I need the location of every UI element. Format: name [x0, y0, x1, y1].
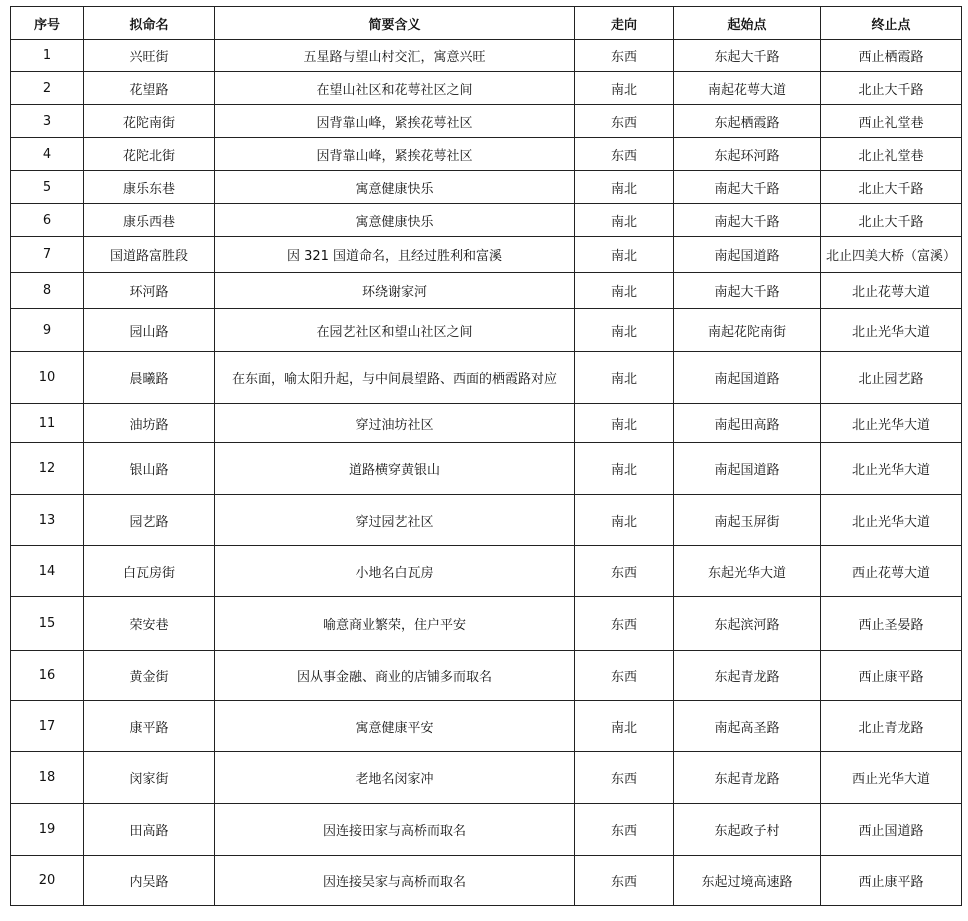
cell-proposed-name: 银山路: [84, 443, 215, 495]
cell-index: 17: [11, 701, 84, 752]
cell-index: 7: [11, 237, 84, 273]
cell-meaning: 因背靠山峰，紧挨花萼社区: [215, 105, 575, 138]
cell-direction: 东西: [575, 597, 674, 651]
cell-index: 10: [11, 352, 84, 404]
cell-end-point: 北止大千路: [821, 72, 962, 105]
cell-start-point: 南起田高路: [674, 404, 821, 443]
header-start-point: 起始点: [674, 7, 821, 40]
cell-end-point: 西止栖霞路: [821, 40, 962, 72]
cell-meaning: 寓意健康平安: [215, 701, 575, 752]
cell-proposed-name: 内吴路: [84, 856, 215, 906]
table-row: [11, 171, 962, 204]
cell-start-point: 南起大千路: [674, 171, 821, 204]
header-direction: 走向: [575, 7, 674, 40]
header-proposed-name: 拟命名: [84, 7, 215, 40]
table-row: [11, 237, 962, 273]
cell-proposed-name: 花望路: [84, 72, 215, 105]
cell-direction: 南北: [575, 273, 674, 309]
cell-end-point: 北止青龙路: [821, 701, 962, 752]
cell-meaning: 道路横穿黄银山: [215, 443, 575, 495]
cell-end-point: 北止园艺路: [821, 352, 962, 404]
table-row: [11, 443, 962, 495]
header-index: 序号: [11, 7, 84, 40]
table-row: [11, 651, 962, 701]
table-header: [11, 7, 962, 40]
cell-index: 5: [11, 171, 84, 204]
cell-start-point: 南起高圣路: [674, 701, 821, 752]
cell-direction: 东西: [575, 105, 674, 138]
cell-direction: 南北: [575, 443, 674, 495]
cell-meaning: 在东面，喻太阳升起，与中间晨望路、西面的栖霞路对应: [215, 352, 575, 404]
cell-meaning: 因从事金融、商业的店铺多而取名: [215, 651, 575, 701]
cell-meaning: 因背靠山峰，紧挨花萼社区: [215, 138, 575, 171]
cell-index: 18: [11, 752, 84, 804]
cell-proposed-name: 白瓦房街: [84, 546, 215, 597]
cell-end-point: 北止光华大道: [821, 443, 962, 495]
table-row: [11, 546, 962, 597]
cell-index: 13: [11, 495, 84, 546]
road-naming-table: [10, 6, 962, 906]
cell-start-point: 南起国道路: [674, 443, 821, 495]
table-row: [11, 138, 962, 171]
cell-meaning: 寓意健康快乐: [215, 204, 575, 237]
cell-end-point: 北止光华大道: [821, 309, 962, 352]
cell-direction: 东西: [575, 138, 674, 171]
table-body: [11, 40, 962, 906]
cell-index: 1: [11, 40, 84, 72]
cell-end-point: 北止大千路: [821, 204, 962, 237]
cell-direction: 南北: [575, 171, 674, 204]
table-row: [11, 72, 962, 105]
cell-index: 3: [11, 105, 84, 138]
cell-start-point: 东起栖霞路: [674, 105, 821, 138]
cell-direction: 南北: [575, 204, 674, 237]
cell-meaning: 寓意健康快乐: [215, 171, 575, 204]
table-row: [11, 273, 962, 309]
cell-start-point: 东起大千路: [674, 40, 821, 72]
cell-start-point: 东起光华大道: [674, 546, 821, 597]
cell-direction: 南北: [575, 237, 674, 273]
cell-end-point: 西止礼堂巷: [821, 105, 962, 138]
cell-index: 14: [11, 546, 84, 597]
cell-end-point: 北止大千路: [821, 171, 962, 204]
header-row: [11, 7, 962, 40]
cell-meaning: 穿过油坊社区: [215, 404, 575, 443]
table-row: [11, 495, 962, 546]
table-row: [11, 597, 962, 651]
cell-meaning: 五星路与望山村交汇，寓意兴旺: [215, 40, 575, 72]
header-meaning: 简要含义: [215, 7, 575, 40]
cell-proposed-name: 晨曦路: [84, 352, 215, 404]
cell-start-point: 东起政子村: [674, 804, 821, 856]
cell-index: 16: [11, 651, 84, 701]
cell-direction: 东西: [575, 804, 674, 856]
table-row: [11, 701, 962, 752]
cell-direction: 东西: [575, 40, 674, 72]
table-row: [11, 804, 962, 856]
cell-start-point: 南起花陀南街: [674, 309, 821, 352]
cell-direction: 南北: [575, 352, 674, 404]
cell-meaning: 因连接田家与高桥而取名: [215, 804, 575, 856]
cell-direction: 南北: [575, 309, 674, 352]
cell-index: 2: [11, 72, 84, 105]
cell-end-point: 北止礼堂巷: [821, 138, 962, 171]
cell-proposed-name: 闵家街: [84, 752, 215, 804]
cell-index: 9: [11, 309, 84, 352]
table-row: [11, 352, 962, 404]
cell-meaning: 在望山社区和花萼社区之间: [215, 72, 575, 105]
table-row: [11, 856, 962, 906]
cell-start-point: 南起花萼大道: [674, 72, 821, 105]
cell-direction: 东西: [575, 752, 674, 804]
cell-proposed-name: 康乐西巷: [84, 204, 215, 237]
cell-direction: 东西: [575, 546, 674, 597]
cell-end-point: 西止国道路: [821, 804, 962, 856]
cell-index: 12: [11, 443, 84, 495]
cell-start-point: 南起大千路: [674, 273, 821, 309]
cell-proposed-name: 油坊路: [84, 404, 215, 443]
cell-direction: 南北: [575, 495, 674, 546]
cell-end-point: 西止光华大道: [821, 752, 962, 804]
cell-proposed-name: 康乐东巷: [84, 171, 215, 204]
cell-start-point: 东起青龙路: [674, 651, 821, 701]
cell-start-point: 南起大千路: [674, 204, 821, 237]
cell-end-point: 西止康平路: [821, 856, 962, 906]
cell-proposed-name: 花陀北街: [84, 138, 215, 171]
table-row: [11, 40, 962, 72]
cell-index: 11: [11, 404, 84, 443]
cell-index: 4: [11, 138, 84, 171]
table-row: [11, 752, 962, 804]
cell-meaning: 小地名白瓦房: [215, 546, 575, 597]
header-end-point: 终止点: [821, 7, 962, 40]
cell-direction: 南北: [575, 72, 674, 105]
cell-start-point: 东起环河路: [674, 138, 821, 171]
cell-proposed-name: 田高路: [84, 804, 215, 856]
cell-start-point: 南起玉屏街: [674, 495, 821, 546]
cell-start-point: 南起国道路: [674, 237, 821, 273]
cell-direction: 东西: [575, 651, 674, 701]
road-naming-sheet: [10, 6, 961, 906]
cell-proposed-name: 环河路: [84, 273, 215, 309]
cell-meaning: 穿过园艺社区: [215, 495, 575, 546]
cell-start-point: 东起青龙路: [674, 752, 821, 804]
cell-proposed-name: 荣安巷: [84, 597, 215, 651]
cell-end-point: 西止圣晏路: [821, 597, 962, 651]
cell-start-point: 东起滨河路: [674, 597, 821, 651]
cell-start-point: 东起过境高速路: [674, 856, 821, 906]
cell-index: 19: [11, 804, 84, 856]
cell-end-point: 北止四美大桥（富溪）: [821, 237, 962, 273]
cell-end-point: 北止光华大道: [821, 495, 962, 546]
cell-meaning: 喻意商业繁荣，住户平安: [215, 597, 575, 651]
cell-index: 15: [11, 597, 84, 651]
cell-direction: 南北: [575, 404, 674, 443]
cell-end-point: 西止康平路: [821, 651, 962, 701]
cell-proposed-name: 兴旺街: [84, 40, 215, 72]
cell-end-point: 北止光华大道: [821, 404, 962, 443]
cell-end-point: 西止花萼大道: [821, 546, 962, 597]
cell-direction: 南北: [575, 701, 674, 752]
cell-end-point: 北止花萼大道: [821, 273, 962, 309]
cell-proposed-name: 花陀南街: [84, 105, 215, 138]
cell-proposed-name: 国道路富胜段: [84, 237, 215, 273]
table-row: [11, 105, 962, 138]
cell-index: 8: [11, 273, 84, 309]
cell-meaning: 因连接吴家与高桥而取名: [215, 856, 575, 906]
table-row: [11, 404, 962, 443]
cell-proposed-name: 黄金街: [84, 651, 215, 701]
cell-index: 20: [11, 856, 84, 906]
cell-proposed-name: 园艺路: [84, 495, 215, 546]
cell-meaning: 老地名闵家冲: [215, 752, 575, 804]
cell-meaning: 环绕谢家河: [215, 273, 575, 309]
table-row: [11, 204, 962, 237]
cell-start-point: 南起国道路: [674, 352, 821, 404]
cell-index: 6: [11, 204, 84, 237]
cell-proposed-name: 园山路: [84, 309, 215, 352]
cell-meaning: 在园艺社区和望山社区之间: [215, 309, 575, 352]
table-row: [11, 309, 962, 352]
cell-proposed-name: 康平路: [84, 701, 215, 752]
cell-meaning: 因 321 国道命名，且经过胜利和富溪: [215, 237, 575, 273]
cell-direction: 东西: [575, 856, 674, 906]
